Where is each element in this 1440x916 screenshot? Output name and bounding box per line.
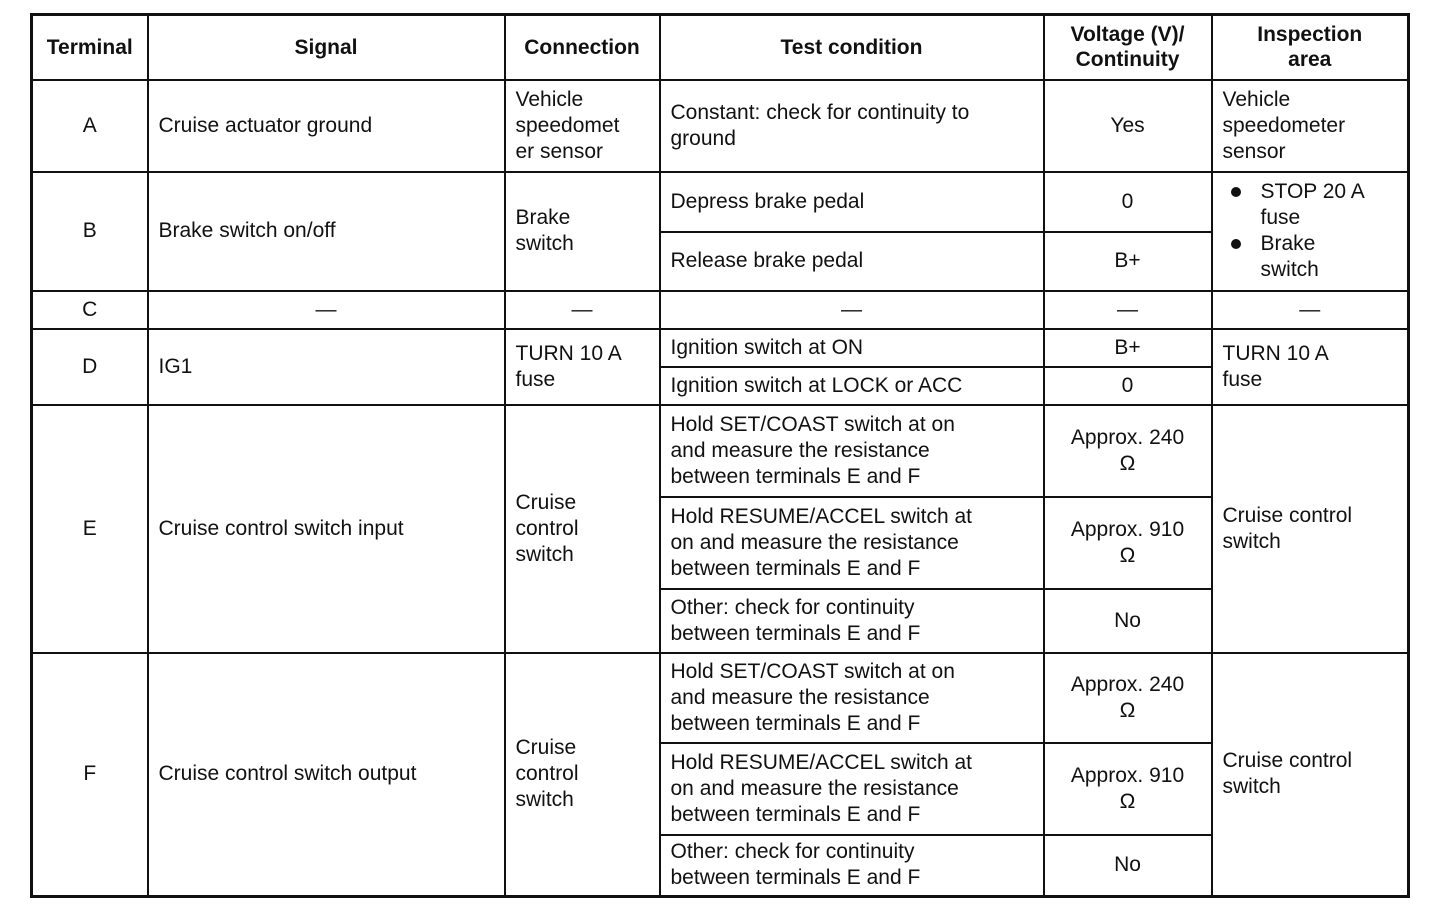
header-terminal: Terminal [32, 15, 148, 80]
inspection-cell: — [1212, 291, 1409, 329]
list-item: STOP 20 A fuse [1223, 179, 1398, 231]
signal-cell: Cruise control switch output [148, 653, 505, 897]
signal-cell: — [148, 291, 505, 329]
terminal-cell: E [32, 405, 148, 653]
value-cell: 0 [1044, 172, 1212, 232]
terminal-cell: B [32, 172, 148, 291]
terminal-cell: F [32, 653, 148, 897]
test-condition-cell: Other: check for continuity between terminals E and F [660, 835, 1044, 897]
terminal-cell: C [32, 291, 148, 329]
connection-cell: Brake switch [505, 172, 660, 291]
signal-cell: Brake switch on/off [148, 172, 505, 291]
test-condition-cell: — [660, 291, 1044, 329]
value-cell: B+ [1044, 232, 1212, 291]
header-test-condition: Test condition [660, 15, 1044, 80]
test-condition-cell: Constant: check for continuity to ground [660, 80, 1044, 172]
test-condition-cell: Release brake pedal [660, 232, 1044, 291]
value-cell: No [1044, 835, 1212, 897]
table-row-a [32, 80, 1409, 172]
terminal-cell: A [32, 80, 148, 172]
value-cell: 0 [1044, 367, 1212, 405]
terminal-inspection-table [30, 13, 1410, 898]
header-connection: Connection [505, 15, 660, 80]
test-condition-cell: Depress brake pedal [660, 172, 1044, 232]
test-condition-cell: Ignition switch at ON [660, 329, 1044, 367]
inspection-cell: Cruise control switch [1212, 653, 1409, 897]
signal-cell: Cruise control switch input [148, 405, 505, 653]
inspection-cell: Cruise control switch [1212, 405, 1409, 653]
terminal-cell: D [32, 329, 148, 405]
test-condition-cell: Hold SET/COAST switch at on and measure the resistance between terminals E and F [660, 653, 1044, 743]
value-cell: Approx. 240 Ω [1044, 405, 1212, 497]
value-cell: Approx. 240 Ω [1044, 653, 1212, 743]
table-row-f [32, 653, 1409, 743]
table-row-b [32, 172, 1409, 232]
connection-cell: — [505, 291, 660, 329]
inspection-bullet-list [1223, 179, 1398, 283]
header-inspection-area: Inspection area [1212, 15, 1409, 80]
test-condition-cell: Ignition switch at LOCK or ACC [660, 367, 1044, 405]
test-condition-cell: Hold SET/COAST switch at on and measure the resistance between terminals E and F [660, 405, 1044, 497]
value-cell: B+ [1044, 329, 1212, 367]
table-row-c [32, 291, 1409, 329]
value-cell: Approx. 910 Ω [1044, 743, 1212, 835]
connection-cell: Cruise control switch [505, 405, 660, 653]
table-row-d [32, 329, 1409, 367]
value-cell: — [1044, 291, 1212, 329]
connection-cell: Cruise control switch [505, 653, 660, 897]
header-signal: Signal [148, 15, 505, 80]
signal-cell: IG1 [148, 329, 505, 405]
header-voltage-continuity: Voltage (V)/ Continuity [1044, 15, 1212, 80]
header-row [32, 15, 1409, 80]
test-condition-cell: Other: check for continuity between terminals E and F [660, 589, 1044, 653]
inspection-cell: TURN 10 A fuse [1212, 329, 1409, 405]
test-condition-cell: Hold RESUME/ACCEL switch at on and measure the resistance between terminals E and F [660, 497, 1044, 589]
connection-cell: TURN 10 A fuse [505, 329, 660, 405]
value-cell: Approx. 910 Ω [1044, 497, 1212, 589]
value-cell: No [1044, 589, 1212, 653]
table-row-e [32, 405, 1409, 497]
connection-cell: Vehicle speedomet er sensor [505, 80, 660, 172]
inspection-cell: Vehicle speedometer sensor [1212, 80, 1409, 172]
value-cell: Yes [1044, 80, 1212, 172]
list-item: Brake switch [1223, 231, 1398, 283]
signal-cell: Cruise actuator ground [148, 80, 505, 172]
test-condition-cell: Hold RESUME/ACCEL switch at on and measure the resistance between terminals E and F [660, 743, 1044, 835]
inspection-cell [1212, 172, 1409, 291]
